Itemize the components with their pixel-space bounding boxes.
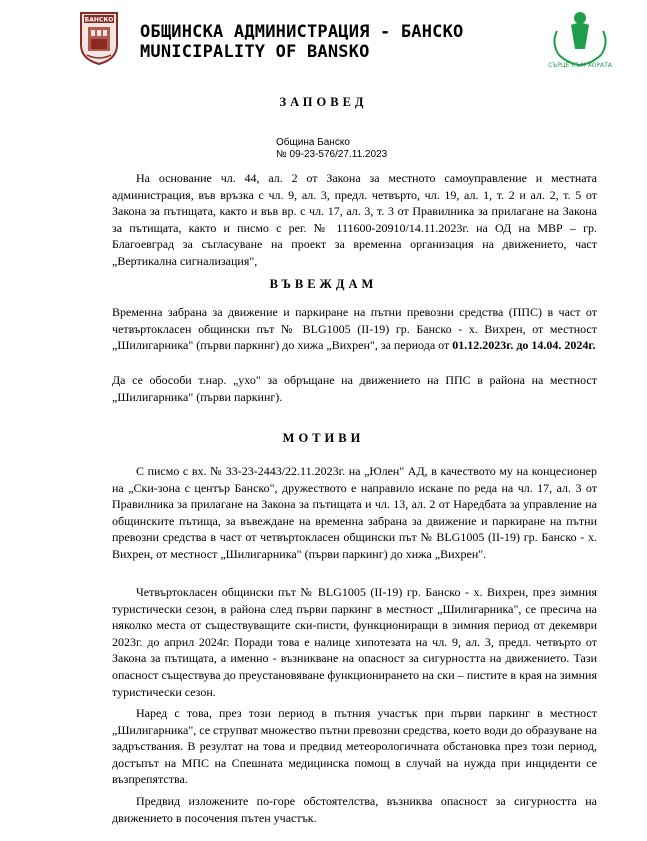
motives-heading: МОТИВИ: [282, 431, 365, 445]
item1-text: Временна забрана за движение и паркиране на пътни превозни средства (ППС) в част от четвъртокласен общински път № BLG1005 (II-19) гр. Банско - х. Вихрен, от местност „Шилигарника" (първи паркинг) до хижа „Вихрен", за периода от: [112, 305, 597, 353]
item1-date-from: 01.12.2023г.: [452, 338, 514, 353]
order-number: № 09-23-576/27.11.2023: [276, 149, 388, 160]
item1-separator: до: [513, 338, 532, 353]
item1-date-to: 14.04. 2024г.: [531, 338, 596, 353]
header-title-bg: ОБЩИНСКА АДМИНИСТРАЦИЯ - БАНСКО: [140, 22, 464, 42]
introduce-heading: ВЪВЕЖДАМ: [269, 277, 378, 291]
preamble-paragraph: На основание чл. 44, ал. 2 от Закона за местното самоуправление и местната администрация, във връзка с чл. 9, ал. 3, предл. четвърто, чл. 19, ал. 1, т. 2 и ал. 2, т. 5 от Закона за пътищата, както и във вр. с чл. 17, ал. 3, т. 3 от Правилника за прилагане на Закона за пътищата, както и писмо с рег. № 111600-20910/14.11.2023г. на ОД на МВР – гр. Благоевград за съгласуване на проект за временна организация на движението, част „Вертикална сигнализация",: [112, 171, 597, 268]
logo-slogan: СЪРЦЕ КЪМ ХОРАТА: [548, 62, 612, 69]
crest-label: БАНСКО: [84, 16, 114, 24]
motives-paragraph-4: Предвид изложените по-горе обстоятелства, възниква опасност за сигурността на движението в посочения пътен участък.: [112, 794, 597, 825]
municipality-logo-icon: [547, 9, 613, 69]
motives-paragraph-1: С писмо с вх. № 33-23-2443/22.11.2023г. на „Юлен" АД, в качеството му на концесионер на „Ски-зона с център Банско", дружеството е направило искане по реда на чл. 17, ал. 3 от Правилника за прилагане на Закона за пътищата и чл. 13, ал. 2 от Наредбата за управление на общинските пътища, за въвеждане на временна забрана за движение и паркиране на пътни превозни средства в част от четвъртокласен общински път № BLG1005 (II-19) гр. Банско - х. Вихрен, от местност „Шилигарника" (първи паркинг) до хижа „Вихрен".: [112, 464, 597, 561]
motives-paragraph-3: Наред с това, през този период в пътния участък при първи паркинг в местност „Шилигарника", се струпват множество пътни превозни средства, което води до образуване на задръствания. В резултат на това и предвид метеорологичната обстановка през този период, достъпът на МПС на Спешната медицинска помощ в случай на нужда при инциденти се възпрепятства.: [112, 706, 597, 787]
introduce-item-1: [112, 304, 597, 354]
order-municipality: Община Банско: [276, 137, 350, 148]
introduce-item-2: Да се обособи т.нар. „ухо" за обръщане на движението на ППС в района на местност „Шилигарника" (първи паркинг).: [112, 373, 597, 404]
motives-paragraph-2: Четвъртокласен общински път № BLG1005 (II-19) гр. Банско - х. Вихрен, през зимния туристически сезон, в района след първи паркинг в местност „Шилигарника", се пресича на няколко места от съществуващите ски-писти, функциониращи в зимния период от декември 2023г. до април 2024г. Поради това е налице хипотезата на чл. 9, ал. 3, предл. четвърто от Закона за пътищата, а именно - възникване на опасност за сигурността на движението. Тази опасност съществува до преустановяване функционирането на ски – пистите в края на зимния туристически сезон.: [112, 585, 597, 699]
bansko-crest-icon: [79, 11, 119, 65]
header-title-en: MUNICIPALITY OF BANSKO: [140, 42, 370, 62]
order-title: ЗАПОВЕД: [279, 95, 368, 109]
